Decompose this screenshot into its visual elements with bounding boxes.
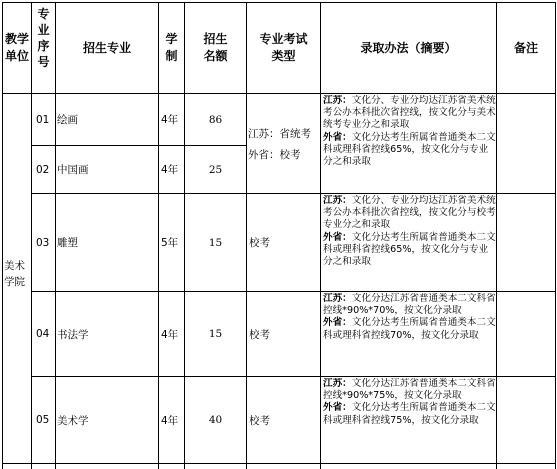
row-03-exam-type: 校考 xyxy=(249,237,270,249)
row-05-major: 美术学 xyxy=(57,414,89,427)
row-02-seq: 02 xyxy=(36,163,50,176)
row-01-years: 4年 xyxy=(161,114,179,126)
admission-method-row-01-02: 江苏：文化分、专业分均达江苏省美术统考公办本科批次省控线，按文化分与美术统考专业分之和录取 外省：文化分达考生所属省普通类本二文科或理科省控线65%，按文化分与专业分之和录取 xyxy=(323,95,496,168)
row-01-seq: 01 xyxy=(36,113,50,126)
header-quota: 招生 名额 xyxy=(203,32,228,63)
header-major: 招生专业 xyxy=(82,40,131,55)
row-03-admission-method: 江苏：文化分、专业分均达江苏省美术统考公办本科批次省控线，按文化分与校考专业分之和录取 外省：文化分达考生所属省普通类本二文科或理科省控线65%，按文化分与专业分之和录取 xyxy=(323,195,496,268)
header-exam-type: 专业考试 类型 xyxy=(259,32,308,63)
row-03-quota: 15 xyxy=(208,236,223,249)
row-02-major: 中国画 xyxy=(57,164,89,176)
department-cell: 美术 学院 xyxy=(4,260,25,288)
row-03-major: 雕塑 xyxy=(57,237,78,249)
row-03-years: 5年 xyxy=(161,237,179,249)
row-04-years: 4年 xyxy=(161,328,179,341)
row-05-years: 4年 xyxy=(161,414,179,427)
row-04-exam-type: 校考 xyxy=(249,328,270,341)
row-04-quota: 15 xyxy=(208,328,223,340)
row-05-seq: 05 xyxy=(36,414,50,426)
row-02-years: 4年 xyxy=(161,164,179,176)
grid-line xyxy=(555,2,556,469)
grid-line xyxy=(2,463,555,464)
row-04-admission-method: 江苏：文化分达江苏省普通类本二文科省控线*90%*70%，按文化分录取 外省：文化分达考生所属省普通类本二文科或理科省控线70%，按文化分录取 xyxy=(323,293,496,341)
row-05-quota: 40 xyxy=(208,414,223,426)
row-05-admission-method: 江苏：文化分达江苏省普通类本二文科省控线*90%*75%，按文化分录取 外省：文化分达考生所属省普通类本二文科或理科省控线75%，按文化分录取 xyxy=(323,378,496,426)
row-02-quota: 25 xyxy=(208,163,223,176)
row-01-quota: 86 xyxy=(208,113,223,126)
row-04-seq: 04 xyxy=(36,328,50,340)
row-03-seq: 03 xyxy=(36,236,50,249)
header-seq: 专 业 序 号 xyxy=(37,7,50,69)
row-05-exam-type: 校考 xyxy=(249,414,270,427)
header-admission-method: 录取办法（摘要） xyxy=(360,40,457,55)
exam-type-merged: 江苏：省统考 外省：校考 xyxy=(248,128,311,161)
header-note: 备注 xyxy=(513,40,538,55)
header-dept: 教学 单位 xyxy=(4,32,29,63)
row-01-major: 绘画 xyxy=(57,114,78,126)
header-years: 学 制 xyxy=(165,32,178,63)
row-04-major: 书法学 xyxy=(57,328,89,341)
